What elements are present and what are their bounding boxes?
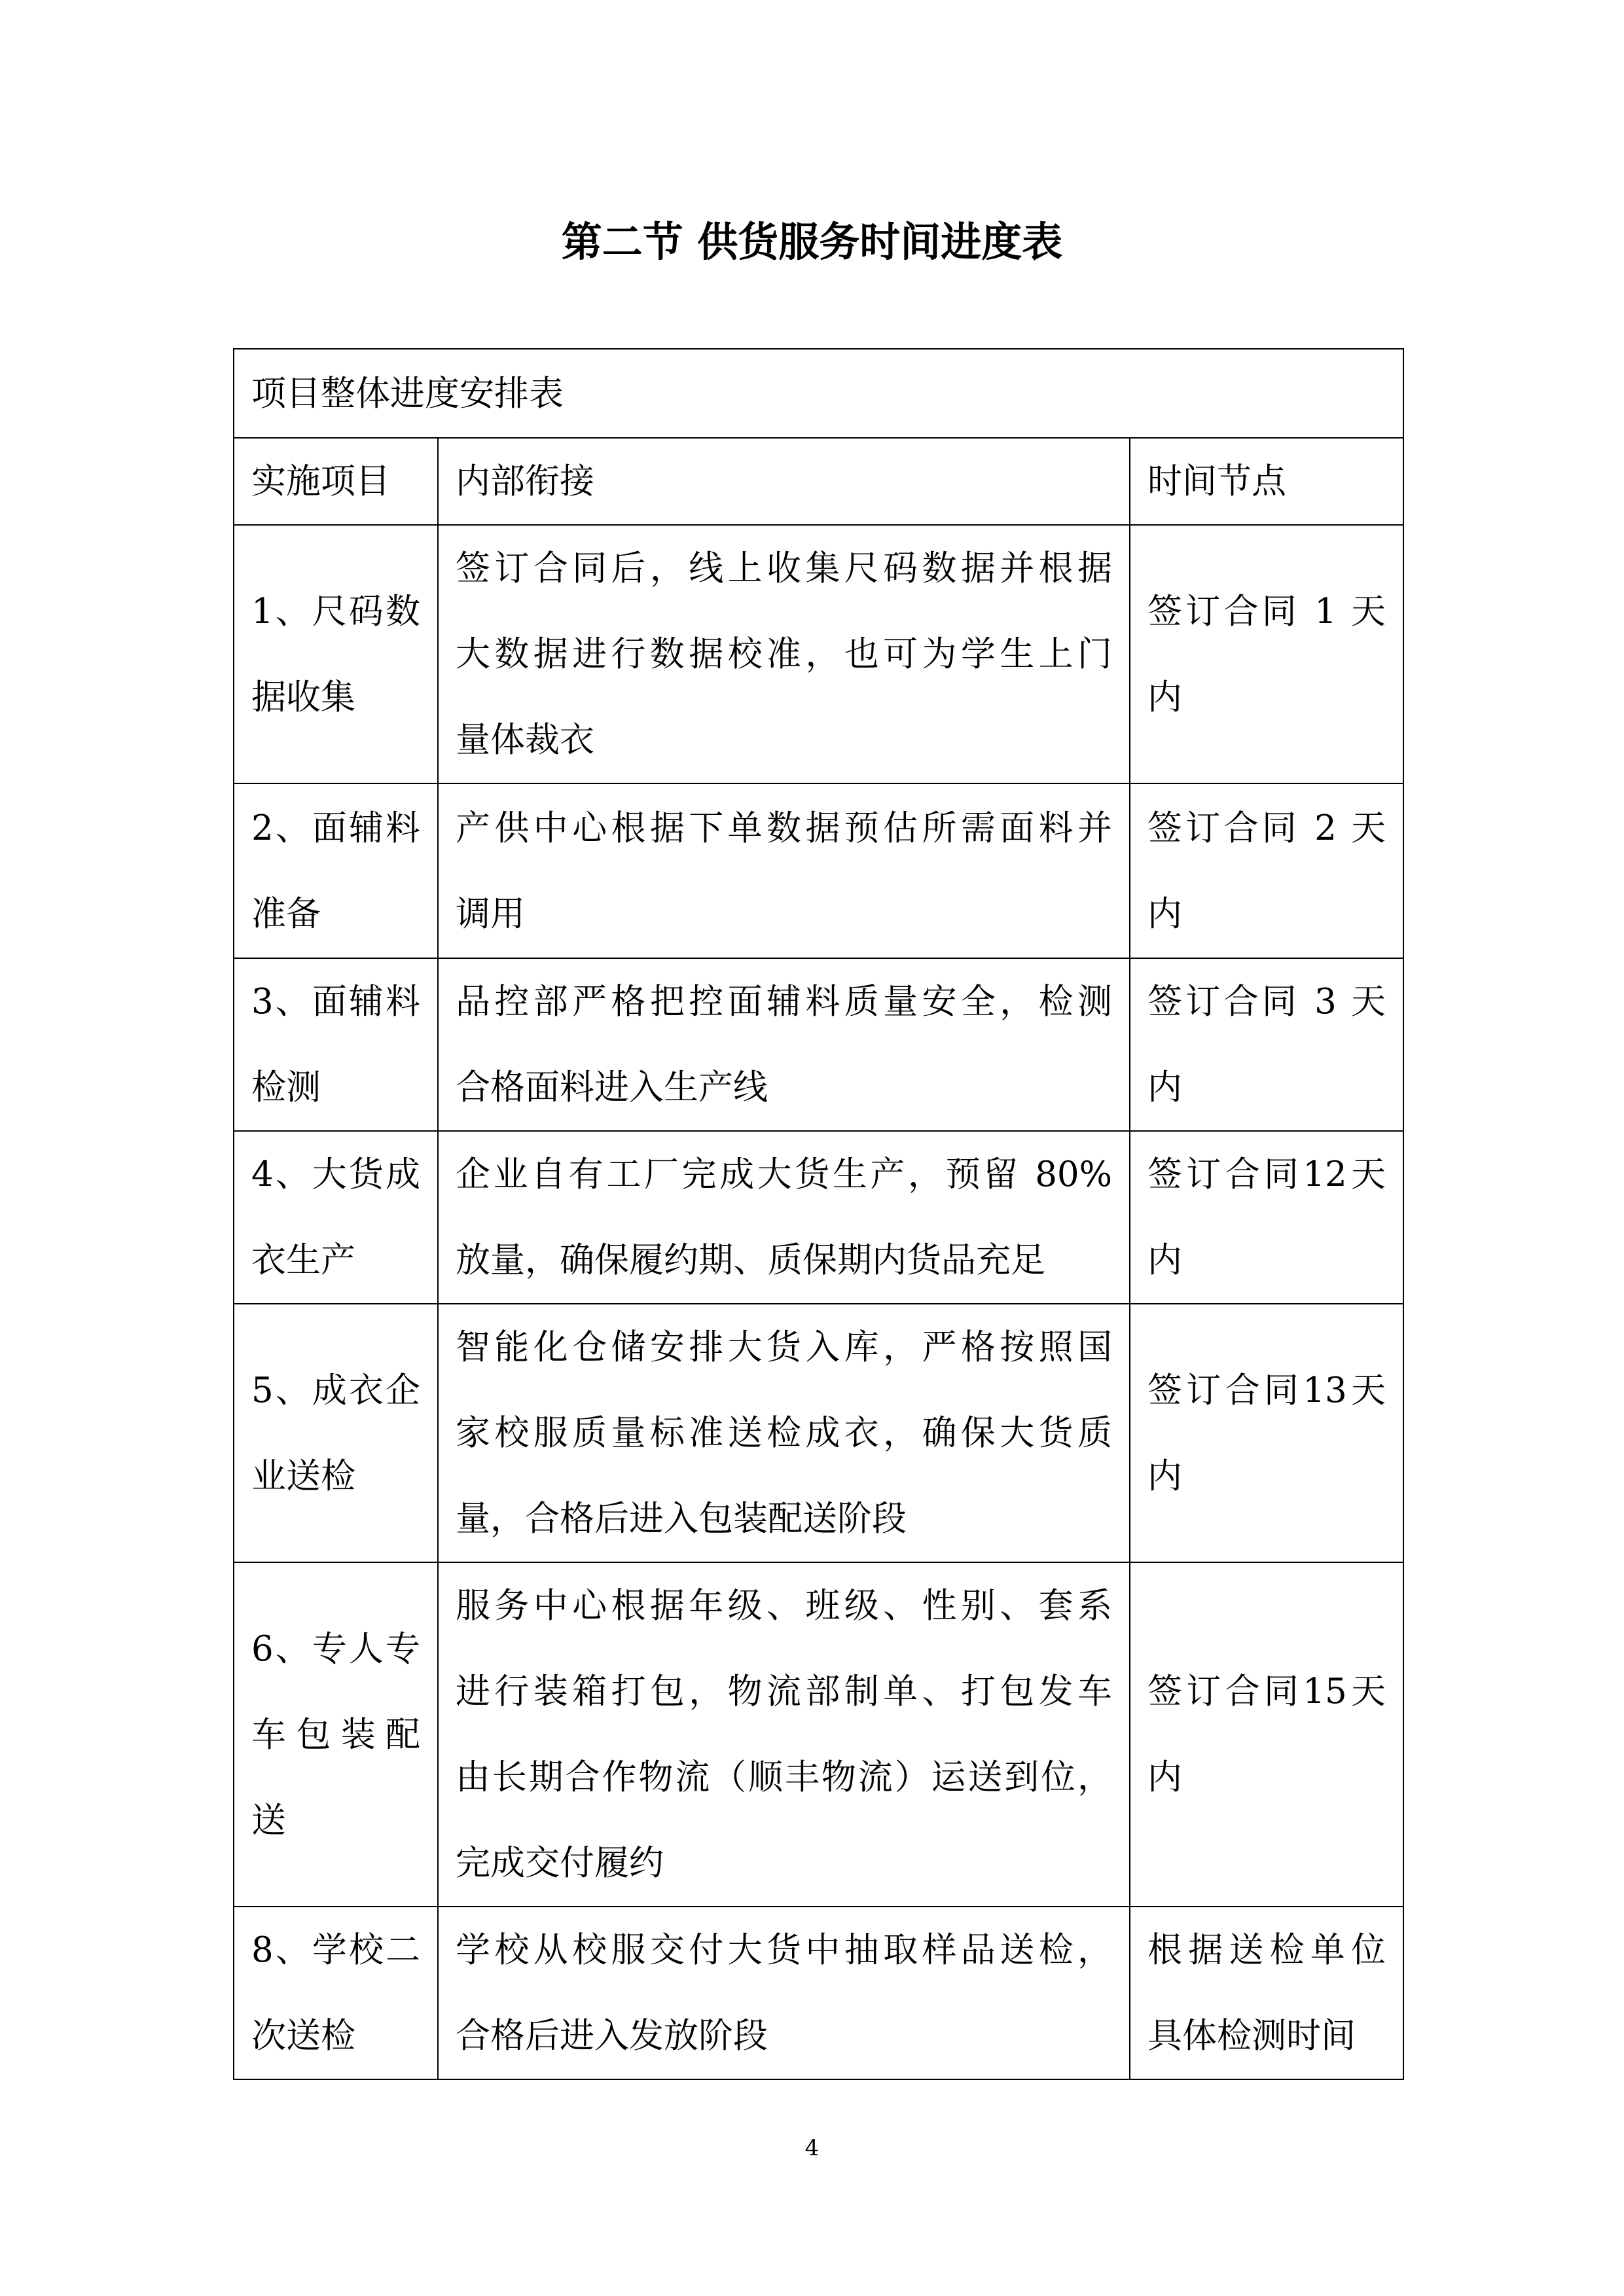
cell-line: 进行装箱打包，物流部制单、打包发车 xyxy=(456,1672,1112,1712)
cell-line: 内 xyxy=(1147,677,1182,717)
cell-detail xyxy=(438,1131,1130,1304)
cell-line: 衣生产 xyxy=(251,1240,355,1280)
cell-line: 企业自有工厂完成大货生产，预留 80% xyxy=(456,1155,1112,1194)
cell-detail xyxy=(438,1304,1130,1562)
cell-line: 根据送检单位 xyxy=(1147,1930,1386,1970)
cell-line: 内 xyxy=(1147,1067,1182,1107)
cell-detail xyxy=(438,958,1130,1131)
cell-line: 车包装配 xyxy=(251,1714,420,1755)
cell-line: 签订合同15天 xyxy=(1147,1672,1386,1712)
cell-line: 8、学校二 xyxy=(251,1930,420,1970)
cell-item xyxy=(234,1131,438,1304)
cell-line: 准备 xyxy=(251,893,321,934)
cell-line: 签订合同13天 xyxy=(1147,1370,1386,1410)
cell-line: 合格面料进入生产线 xyxy=(456,1067,768,1107)
cell-line: 量，合格后进入包装配送阶段 xyxy=(456,1499,907,1539)
cell-item xyxy=(234,1304,438,1562)
cell-line: 3、面辅料 xyxy=(251,982,420,1022)
cell-line: 完成交付履约 xyxy=(456,1843,664,1883)
table-header-row xyxy=(234,438,1403,525)
cell-line: 签订合同 3 天 xyxy=(1147,982,1386,1022)
table-row xyxy=(234,1562,1403,1907)
cell-line: 内 xyxy=(1147,1240,1182,1280)
cell-line: 大数据进行数据校准，也可为学生上门 xyxy=(456,634,1112,674)
schedule-table xyxy=(233,348,1404,2080)
table-row xyxy=(234,1907,1403,2079)
table-row xyxy=(234,958,1403,1131)
header-detail: 内部衔接 xyxy=(438,438,1130,525)
cell-time xyxy=(1130,1131,1403,1304)
cell-line: 送 xyxy=(251,1800,286,1840)
cell-line: 具体检测时间 xyxy=(1147,2016,1356,2056)
cell-item xyxy=(234,958,438,1131)
page-number: 4 xyxy=(804,2135,820,2161)
cell-line: 品控部严格把控面辅料质量安全，检测 xyxy=(456,982,1112,1022)
table-caption: 项目整体进度安排表 xyxy=(234,349,1403,438)
cell-item xyxy=(234,1907,438,2079)
cell-line: 6、专人专 xyxy=(251,1628,420,1669)
cell-detail xyxy=(438,525,1130,783)
cell-line: 服务中心根据年级、班级、性别、套系 xyxy=(456,1586,1112,1626)
cell-line: 学校从校服交付大货中抽取样品送检， xyxy=(456,1930,1112,1970)
cell-time xyxy=(1130,783,1403,958)
cell-line: 4、大货成 xyxy=(251,1155,420,1194)
cell-detail xyxy=(438,1907,1130,2079)
cell-time xyxy=(1130,1562,1403,1907)
table-row xyxy=(234,783,1403,958)
cell-line: 内 xyxy=(1147,1456,1182,1496)
cell-time xyxy=(1130,525,1403,783)
cell-item xyxy=(234,783,438,958)
cell-detail xyxy=(438,783,1130,958)
cell-line: 调用 xyxy=(456,893,525,934)
cell-item xyxy=(234,1562,438,1907)
table-caption-row xyxy=(234,349,1403,438)
table-row xyxy=(234,1131,1403,1304)
cell-line: 内 xyxy=(1147,893,1182,934)
header-item: 实施项目 xyxy=(234,438,438,525)
page-title: 第二节 供货服务时间进度表 xyxy=(561,218,1063,266)
cell-line: 1、尺码数 xyxy=(251,591,420,632)
cell-line: 家校服质量标准送检成衣，确保大货质 xyxy=(456,1413,1112,1453)
cell-line: 签订合同12天 xyxy=(1147,1155,1386,1194)
cell-line: 签订合同后，线上收集尺码数据并根据 xyxy=(456,548,1112,588)
cell-line: 签订合同 1 天 xyxy=(1147,591,1386,632)
cell-line: 产供中心根据下单数据预估所需面料并 xyxy=(456,808,1112,848)
cell-time xyxy=(1130,1907,1403,2079)
cell-line: 内 xyxy=(1147,1757,1182,1797)
table-row xyxy=(234,525,1403,783)
table-row xyxy=(234,1304,1403,1562)
header-time: 时间节点 xyxy=(1130,438,1403,525)
cell-time xyxy=(1130,1304,1403,1562)
cell-line: 2、面辅料 xyxy=(251,808,420,848)
cell-line: 量体裁衣 xyxy=(456,720,594,760)
cell-line: 5、成衣企 xyxy=(251,1370,420,1410)
cell-line: 由长期合作物流（顺丰物流）运送到位， xyxy=(456,1757,1112,1797)
cell-line: 智能化仓储安排大货入库，严格按照国 xyxy=(456,1327,1112,1367)
cell-time xyxy=(1130,958,1403,1131)
cell-detail xyxy=(438,1562,1130,1907)
cell-line: 签订合同 2 天 xyxy=(1147,808,1386,848)
cell-line: 合格后进入发放阶段 xyxy=(456,2016,768,2056)
cell-line: 放量，确保履约期、质保期内货品充足 xyxy=(456,1240,1045,1280)
cell-line: 据收集 xyxy=(251,677,355,717)
cell-line: 检测 xyxy=(251,1067,321,1107)
cell-item xyxy=(234,525,438,783)
cell-line: 次送检 xyxy=(251,2016,355,2056)
cell-line: 业送检 xyxy=(251,1456,355,1496)
